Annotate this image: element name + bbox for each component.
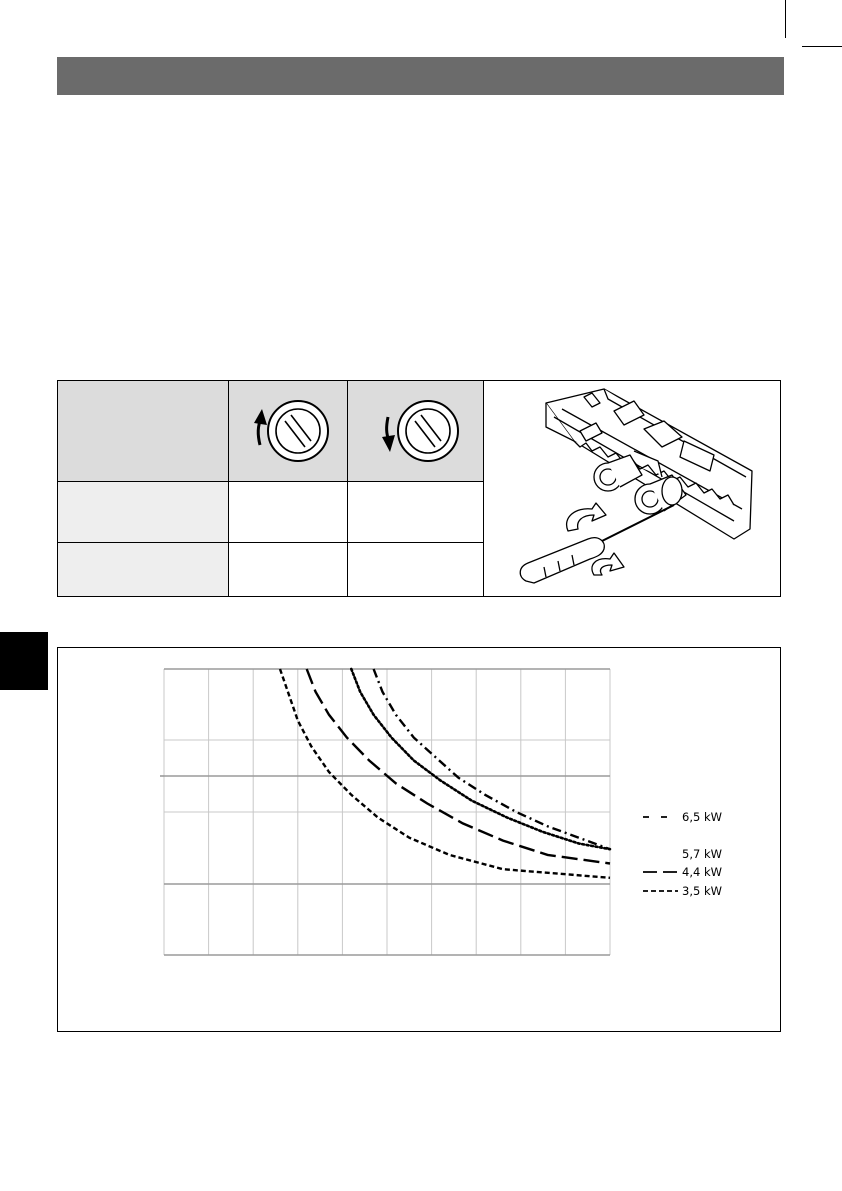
section-header-bar: [57, 57, 784, 95]
table-corner-cell: [58, 381, 229, 481]
rotate-clockwise-screw-icon: [348, 381, 483, 481]
table-divider: [58, 542, 483, 543]
crop-mark-top-right-vertical: [785, 0, 786, 38]
table-row-1-value-1: [229, 481, 348, 542]
legend-label: 4,4 kW: [682, 865, 722, 879]
adjustment-table: [57, 380, 781, 597]
chart-series-line-2: [351, 669, 610, 849]
chart-legend: [643, 810, 722, 898]
legend-label: 5,7 kW: [682, 847, 722, 861]
chapter-side-tab: [0, 632, 48, 690]
table-row-2-value-1: [229, 542, 348, 596]
crop-mark-top-right-horizontal: [802, 46, 842, 47]
performance-chart-frame: [57, 647, 781, 1032]
chart-series-line-4: [280, 669, 610, 878]
performance-chart: [58, 648, 782, 1033]
table-divider: [228, 381, 229, 596]
table-header-clockwise: [348, 381, 483, 481]
chart-series: [280, 669, 610, 878]
chart-series-line-3: [307, 669, 610, 864]
chart-series-line-1: [374, 669, 610, 849]
table-row-2-value-2: [348, 542, 483, 596]
table-row-1-value-2: [348, 481, 483, 542]
screwdriver-valve-illustration: [484, 381, 780, 596]
table-divider: [347, 381, 348, 596]
chart-grid: [160, 669, 610, 955]
legend-label: 6,5 kW: [682, 810, 722, 824]
table-row-1-label-cell: [58, 481, 229, 542]
table-row-2-label-cell: [58, 542, 229, 596]
table-divider: [58, 481, 483, 482]
table-header-counterclockwise: [229, 381, 348, 481]
rotate-counterclockwise-screw-icon: [229, 381, 348, 481]
legend-label: 3,5 kW: [682, 884, 722, 898]
valve-adjustment-illustration: [484, 381, 780, 596]
